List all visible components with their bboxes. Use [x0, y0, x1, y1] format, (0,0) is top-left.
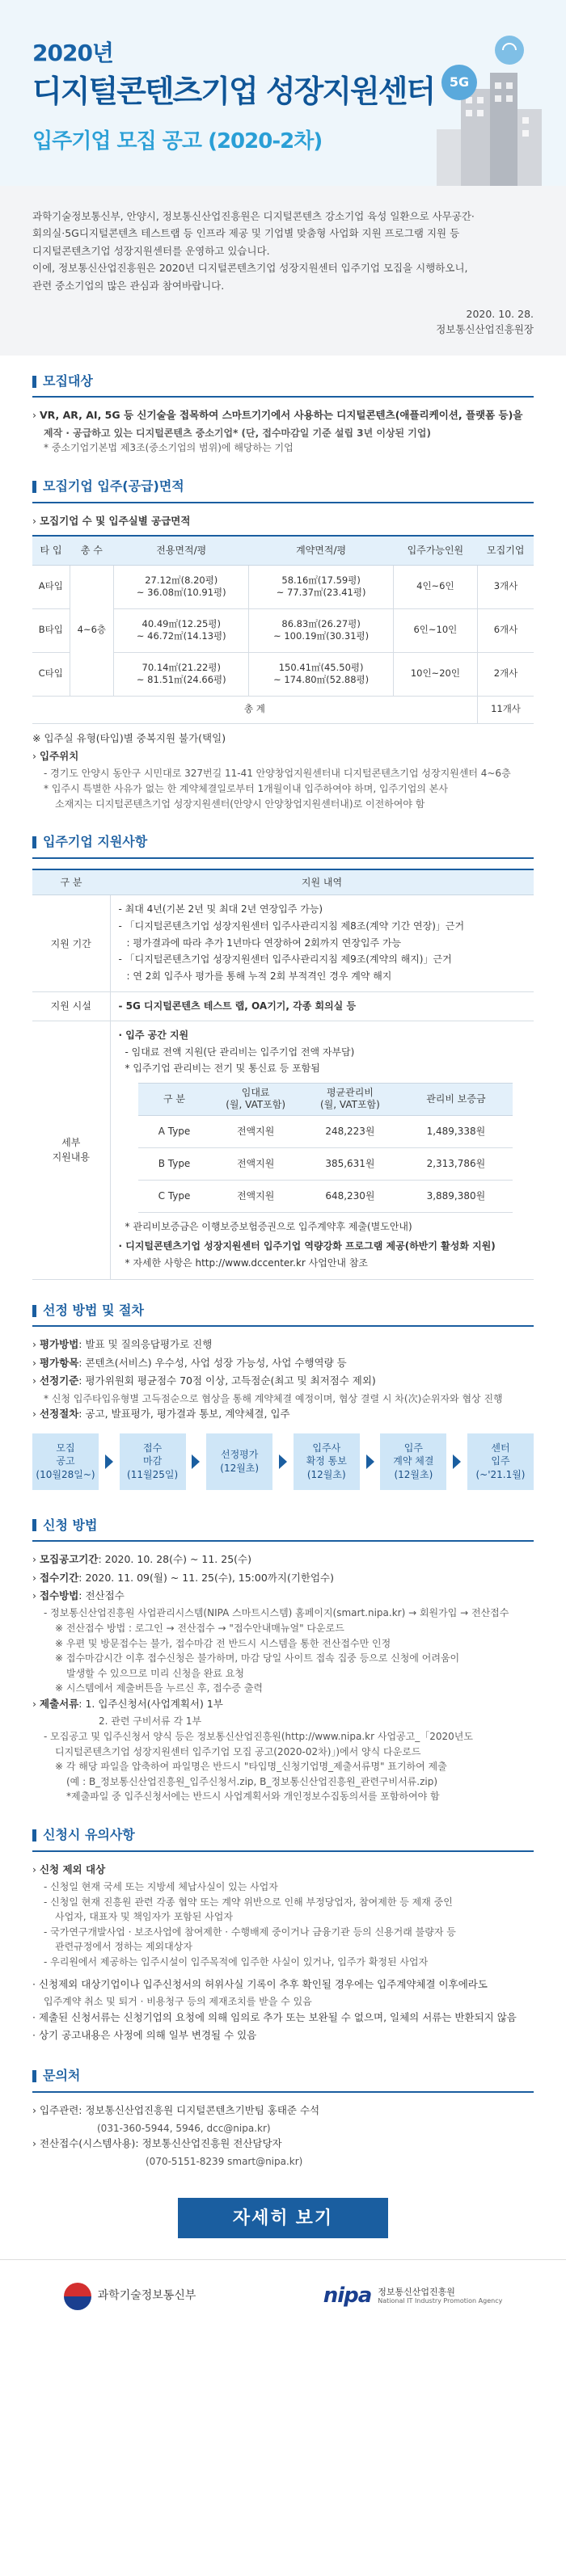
- section-title: 모집기업 입주(공급)면적: [32, 477, 534, 497]
- col-header: 타 입: [32, 536, 70, 565]
- section-selection: [0, 1285, 566, 1500]
- area-note: ※ 입주실 유형(타입)별 중복지원 불가(택일): [32, 731, 226, 744]
- announce-date: 2020. 10. 28.: [466, 307, 534, 320]
- apply-item: › 접수기간: 2020. 11. 09(월) ~ 11. 25(수), 15:00까지(기한엄수): [32, 1571, 335, 1584]
- support-table: [32, 869, 534, 1280]
- section-title: 모집대상: [32, 372, 534, 392]
- arrow-right-icon: [366, 1454, 374, 1469]
- table-row: 세부 지원내용 · 입주 공간 지원 - 임대료 전액 지원(단 관리비는 입주기업 전액 자부담) * 입주기업 관리비는 전기 및 통신료 등 포함됨 구 분 임대료 (월, VAT포함) 평균관리비 (월, VAT포함) 관리비 보증금 A Type 전액지원 248,223원 1,489,338원 B Type 전액지원 385,631원 2,313,786원 C Type 전액지원 648,230원 3,889,380원 * 관리비보증금은 이행보증보험증권으로 입주계약후 제출(별도안내) · 디지털콘텐츠기업 성장지원센터 입주기업 역량강화 프로그램 제공(하반기 활성화 지원) * 자세한 사항은 http://www.dccenter.kr 사업안내 참조: [32, 1021, 534, 1280]
- flow-step: 입주 계약 체결 (12월초): [380, 1433, 446, 1490]
- section-title: 문의처: [32, 2066, 534, 2086]
- col-header: 전용면적/평: [114, 536, 249, 565]
- intro-line: 디지털콘텐츠기업 성장지원센터를 운영하고 있습니다.: [32, 244, 270, 257]
- contact-tel: (031-360-5944, 5946, dcc@nipa.kr): [97, 2122, 271, 2134]
- announce-org: 정보통신산업진흥원장: [436, 323, 534, 336]
- taegeuk-icon: [64, 2283, 91, 2310]
- caution-note: 입주계약 취소 및 퇴거 · 비용청구 등의 제재조치를 받을 수 있음: [44, 1996, 312, 2008]
- section-title: 신청시 유의사항: [32, 1825, 534, 1846]
- footer: [0, 2259, 566, 2332]
- apply-doc-line: - 모집공고 및 입주신청서 양식 등은 정보통신산업진흥원(http://www.nipa.kr 사업공고_「2020년도: [44, 1730, 473, 1742]
- flow-step: 선정평가 (12월초): [206, 1433, 272, 1490]
- caution-line: - 국가연구개발사업 · 보조사업에 참여제한 · 수행배제 중이거나 금융기관 등의 신용거래 불량자 등: [44, 1926, 456, 1938]
- col-header: 계약면적/평: [249, 536, 393, 565]
- selection-note: * 신청 입주타입유형별 고득점순으로 협상을 통해 계약체결 예정이며, 협상 결렬 시 차(次)순위자와 협상 진행: [44, 1392, 503, 1404]
- section-title: 선정 방법 및 절차: [32, 1301, 534, 1321]
- col-header: 모집기업: [477, 536, 534, 565]
- section-support: [0, 816, 566, 1284]
- apply-line: ※ 우편 및 방문접수는 불가, 접수마감 전 반드시 시스템을 통한 전산접수만 인정: [55, 1637, 391, 1649]
- apply-line: - 정보통신산업진흥원 사업관리시스템(NIPA 스마트시스템) 홈페이지(smart.nipa.kr) → 회원가입 → 전산접수: [44, 1607, 509, 1619]
- apply-line: ※ 접수마감시간 이후 접수신청은 불가하며, 마감 당일 사이트 접속 집중 등으로 신청에 어려움이: [55, 1652, 460, 1665]
- nipa-logo: [323, 2279, 503, 2312]
- contact-tel: (070-5151-8239 smart@nipa.kr): [146, 2155, 303, 2167]
- section-title: 입주기업 지원사항: [32, 832, 534, 852]
- table-row: 지원 기간 - 최대 4년(기본 2년 및 최대 2년 연장입주 가능) - 「디지털콘텐츠기업 성장지원센터 입주사관리지침 제8조(계약 기간 연장)」근거 : 평가결과에 따라 추가 1년마다 연장하여 2회까지 연장입주 가능 - 「디지털콘텐츠기업 성장지원센터 입주사관리지침 제9조(계약의 해지)」근거 : 연 2회 입주사 평가를 통해 누적 2회 부적격인 경우 계약 해지: [32, 895, 534, 992]
- apply-doc-line: 2. 관련 구비서류 각 1부: [99, 1715, 202, 1728]
- nipa-name-en: National IT Industry Promotion Agency: [378, 2297, 503, 2305]
- 5g-badge-icon: 5G: [441, 65, 477, 100]
- location-title: › 입주위치: [32, 750, 79, 763]
- nipa-name: 정보통신산업진흥원: [378, 2287, 455, 2298]
- caution-line: - 신청일 현재 국세 또는 지방세 체납사실이 있는 사업자: [44, 1881, 278, 1893]
- header-subtitle: 입주기업 모집 공고 (2020-2차): [32, 128, 323, 154]
- intro-line: 과학기술정보통신부, 안양시, 정보통신산업진흥원은 디지털콘텐츠 강소기업 육성 일환으로 사무공간·: [32, 210, 475, 222]
- header-year: 2020년: [32, 40, 113, 66]
- col-header: 총 수: [70, 536, 114, 565]
- selection-item: › 선정절차: 공고, 발표평가, 평가결과 통보, 계약체결, 입주: [32, 1408, 290, 1421]
- caution-line: 사업자, 대표자 및 책임자가 포함된 사업자: [55, 1911, 233, 1923]
- flow-step: 입주사 확정 통보 (12월초): [294, 1433, 360, 1490]
- section-target: [0, 356, 566, 461]
- selection-item: › 평가항목: 콘텐츠(서비스) 우수성, 사업 성장 가능성, 사업 수행역량 등: [32, 1356, 347, 1369]
- intro-date: [32, 306, 534, 338]
- ministry-logo: [64, 2283, 196, 2310]
- caution-head: › 신청 제외 대상: [32, 1863, 106, 1875]
- location-line: - 경기도 안양시 동안구 시민대로 327번길 11-41 안양창업지원센터내 디지털콘텐츠기업 성장지원센터 4~6층: [44, 768, 511, 780]
- caution-note: · 제출된 신청서류는 신청기업의 요청에 의해 임의로 추가 또는 보완될 수 없으며, 일체의 서류는 반환되지 않음: [32, 2010, 517, 2023]
- area-table: [32, 535, 534, 724]
- ministry-name: 과학기술정보통신부: [97, 2288, 196, 2302]
- location-note: 소재지는 디지털콘텐츠기업 성장지원센터(안양시 안양창업지원센터내)로 이전하여야 함: [55, 798, 425, 810]
- fee-table: 구 분 임대료 (월, VAT포함) 평균관리비 (월, VAT포함) 관리비 보증금 A Type 전액지원 248,223원 1,489,338원 B Type 전액지원 385,631원 2,313,786원 C Type 전액지원 648,230원 3,889,380원: [138, 1083, 513, 1213]
- header-title: 디지털콘텐츠기업 성장지원센터: [32, 74, 435, 110]
- col-header: 구 분: [32, 869, 110, 895]
- apply-docs: › 제출서류: 1. 입주신청서(사업계획서) 1부: [32, 1697, 223, 1710]
- table-row: A타입 4~6층 27.12㎡(8.20평) ~ 36.08㎡(10.91평) 58.16㎡(17.59평) ~ 77.37㎡(23.41평) 4인~6인 3개사: [32, 565, 534, 608]
- flow-step: 모집 공고 (10월28일~): [32, 1433, 99, 1490]
- table-row: C타입 70.14㎡(21.22평) ~ 81.51㎡(24.66평) 150.41㎡(45.50평) ~ 174.80㎡(52.88평) 10인~20인 2개사: [32, 652, 534, 696]
- section-caution: [0, 1809, 566, 2050]
- caution-note: · 상기 공고내용은 사정에 의해 일부 변경될 수 있음: [32, 2029, 257, 2041]
- flow-step: 접수 마감 (11월25일): [120, 1433, 186, 1490]
- intro-line: 이에, 정보통신산업진흥원은 2020년 디지털콘텐츠기업 성장지원센터 입주기업 모집을 시행하오니,: [32, 262, 468, 275]
- table-row: B Type 전액지원 385,631원 2,313,786원: [138, 1147, 513, 1180]
- intro-block: [0, 186, 566, 356]
- nipa-wordmark: nipa: [323, 2283, 372, 2309]
- apply-line: ※ 시스템에서 제출버튼을 누르신 후, 접수증 출력: [55, 1682, 264, 1694]
- location-note: * 입주시 특별한 사유가 없는 한 계약체결일로부터 1개월이내 입주하여야 하며, 입주기업의 본사: [44, 783, 448, 794]
- process-flow: [32, 1433, 534, 1490]
- section-area: [0, 461, 566, 816]
- selection-item: › 선정기준: 평가위원회 평균점수 70점 이상, 고득점순(최고 및 최저점수 제외): [32, 1374, 376, 1387]
- caution-line: 관련규정에서 정하는 제외대상자: [55, 1941, 192, 1953]
- col-header: 지원 내역: [110, 869, 534, 895]
- area-heading: › 모집기업 수 및 입주실별 공급면적: [32, 514, 191, 527]
- apply-doc-line: *제출파일 중 입주신청서에는 반드시 사업계획서와 개인정보수집동의서를 포함하여야 함: [66, 1791, 440, 1803]
- table-row: C Type 전액지원 648,230원 3,889,380원: [138, 1180, 513, 1212]
- apply-doc-line: 디지털콘텐츠기업 성장지원센터 입주기업 모집 공고(2020-02차)」)에서 양식 다운로드: [55, 1745, 421, 1757]
- table-row: B타입 40.49㎡(12.25평) ~ 46.72㎡(14.13평) 86.83㎡(26.27평) ~ 100.19㎡(30.31평) 6인~10인 6개사: [32, 608, 534, 652]
- apply-line: ※ 전산접수 방법 : 로그인 → 전산접수 → "접수안내매뉴얼" 다운로드: [55, 1623, 344, 1635]
- section-contact: [0, 2050, 566, 2174]
- col-header: 입주가능인원: [393, 536, 477, 565]
- selection-item: › 평가방법: 발표 및 질의응답평가로 진행: [32, 1338, 213, 1351]
- section-apply: [0, 1500, 566, 1809]
- contact-line: › 입주관련: 정보통신산업진흥원 디지털콘텐츠기반팀 홍태준 수석: [32, 2104, 320, 2117]
- apply-item: › 모집공고기간: 2020. 10. 28(수) ~ 11. 25(수): [32, 1553, 251, 1566]
- arrow-right-icon: [279, 1454, 287, 1469]
- target-line: › VR, AR, AI, 5G 등 신기술을 접목하여 스마트기기에서 사용하는 디지털콘텐츠(애플리케이션, 플랫폼 등)을: [32, 409, 523, 422]
- intro-line: 관련 중소기업의 많은 관심과 참여바랍니다.: [32, 279, 225, 292]
- table-row: A Type 전액지원 248,223원 1,489,338원: [138, 1115, 513, 1147]
- apply-doc-line: (예 : B_정보통신산업진흥원_입주신청서.zip, B_정보통신산업진흥원_관련구비서류.zip): [66, 1775, 438, 1787]
- flow-step: 센터 입주 (~'21.1월): [467, 1433, 534, 1490]
- table-total-row: 총 계 11개사: [32, 696, 534, 723]
- apply-item: › 접수방법: 전산접수: [32, 1589, 125, 1602]
- button-wrap: [0, 2174, 566, 2259]
- contact-line: › 전산접수(시스템사용): 정보통신산업진흥원 전산담당자: [32, 2137, 282, 2150]
- apply-line: 발생할 수 있으므로 미리 신청을 완료 요청: [66, 1667, 244, 1679]
- header-banner: [0, 0, 566, 186]
- caution-note: · 신청제외 대상기업이나 입주신청서의 허위사실 기록이 추후 확인될 경우에는 입주계약체결 이후에라도: [32, 1977, 488, 1990]
- arrow-right-icon: [192, 1454, 200, 1469]
- details-button[interactable]: 자세히 보기: [178, 2198, 388, 2238]
- caution-line: - 우리원에서 제공하는 입주시설이 입주목적에 입주한 사실이 있거나, 입주가 확정된 사업자: [44, 1956, 429, 1968]
- apply-doc-line: ※ 각 해당 파일을 압축하여 파일명은 반드시 "타입명_신청기업명_제출서류명" 표기하여 제출: [55, 1761, 447, 1773]
- building-skyline-icon: [429, 32, 542, 186]
- intro-line: 회의실·5G디지털콘텐츠 테스트랩 등 인프라 제공 및 기업별 맞춤형 사업화 지원 프로그램 지원 등: [32, 227, 460, 240]
- target-line: 제작 · 공급하고 있는 디지털콘텐츠 중소기업* (단, 접수마감일 기준 설립 3년 이상된 기업): [44, 427, 431, 439]
- arrow-right-icon: [453, 1454, 461, 1469]
- target-note: * 중소기업기본법 제3조(중소기업의 범위)에 해당하는 기업: [44, 442, 294, 454]
- caution-line: - 신청일 현재 진흥원 관련 각종 협약 또는 계약 위반으로 인해 부정당업자, 참여제한 등 제재 중인: [44, 1896, 453, 1908]
- section-title: 신청 방법: [32, 1516, 534, 1536]
- table-row: 지원 시설 - 5G 디지털콘텐츠 테스트 랩, OA기기, 각종 회의실 등: [32, 992, 534, 1021]
- arrow-right-icon: [105, 1454, 113, 1469]
